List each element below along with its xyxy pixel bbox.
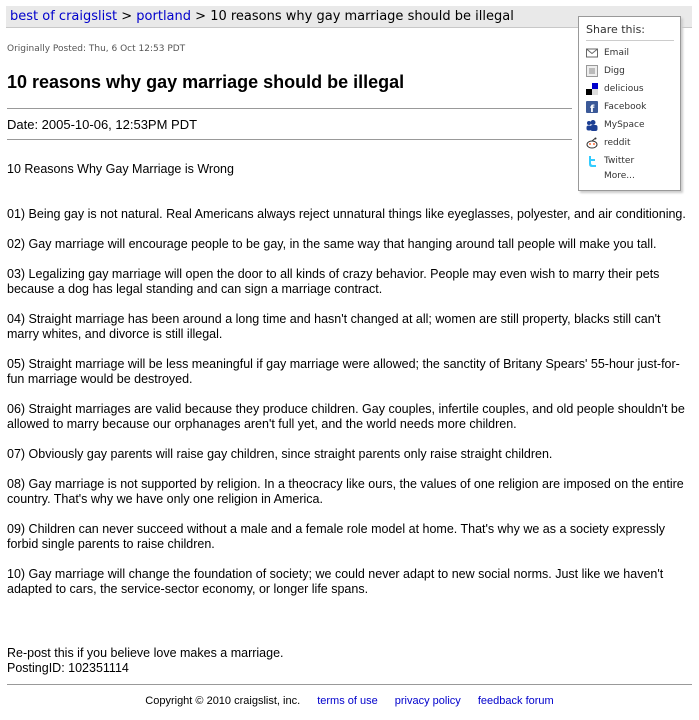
share-facebook[interactable] (586, 98, 674, 116)
reason-item: 01) Being gay is not natural. Real Americans always reject unnatural things like eyeglasses, polyester, and air conditioning. (7, 207, 686, 221)
breadcrumb-current: 10 reasons why gay marriage should be illegal (210, 9, 514, 24)
reason-item: 08) Gay marriage is not supported by religion. In a theocracy like ours, the values of one religion are imposed on the entire country. That's why we have only one religion in America. (7, 477, 684, 506)
repost-text: Re-post this if you believe love makes a marriage. (7, 646, 284, 660)
posting-id: PostingID: 102351114 (7, 661, 129, 675)
page-title: 10 reasons why gay marriage should be illegal (7, 72, 405, 92)
post-intro: 10 Reasons Why Gay Marriage is Wrong (7, 162, 234, 176)
repost-footer (7, 646, 284, 676)
divider (7, 108, 572, 109)
feedback-link[interactable]: feedback forum (477, 695, 554, 707)
reason-item: 04) Straight marriage has been around a long time and hasn't changed at all; women are still property, blacks still can't marry whites, and divorce is still illegal. (7, 312, 661, 341)
breadcrumb-separator: > (195, 9, 207, 24)
share-label: Facebook (604, 102, 647, 112)
share-box (578, 16, 681, 191)
copyright-text: Copyright © 2010 craigslist, inc. (145, 695, 301, 707)
share-label: Digg (604, 66, 625, 76)
share-digg[interactable] (586, 62, 674, 80)
share-delicious[interactable] (586, 80, 674, 98)
terms-link[interactable]: terms of use (317, 695, 378, 707)
share-label: delicious (604, 84, 644, 94)
best-of-link[interactable]: best of craigslist (10, 9, 118, 24)
divider (7, 684, 692, 685)
delicious-icon (586, 83, 598, 95)
city-link[interactable]: portland (136, 9, 192, 24)
footer (0, 695, 699, 707)
share-label: reddit (604, 138, 631, 148)
share-reddit[interactable] (586, 134, 674, 152)
twitter-icon (586, 155, 598, 167)
myspace-icon (586, 119, 598, 131)
post-body (7, 162, 689, 597)
share-label: Email (604, 48, 629, 58)
share-myspace[interactable] (586, 116, 674, 134)
reason-item: 03) Legalizing gay marriage will open the door to all kinds of crazy behavior. People may even wish to marry their pets because a dog has legal standing and can sign a marriage contract. (7, 267, 660, 296)
reason-item: 05) Straight marriage will be less meaningful if gay marriage were allowed; the sanctity of Britany Spears' 55-hour just-for-fun marriage would be destroyed. (7, 357, 680, 386)
breadcrumb-separator: > (121, 9, 133, 24)
share-label: Twitter (604, 156, 635, 166)
post-date: Date: 2005-10-06, 12:53PM PDT (7, 117, 198, 132)
reason-item: 07) Obviously gay parents will raise gay children, since straight parents only raise straight children. (7, 447, 553, 461)
svg-text:f: f (590, 104, 595, 113)
reason-item: 06) Straight marriages are valid because they produce children. Gay couples, infertile couples, and old people shouldn't be allowed to marry because our orphanages aren't full yet, and the world needs more children. (7, 402, 685, 431)
share-twitter[interactable] (586, 152, 674, 170)
privacy-link[interactable]: privacy policy (394, 695, 461, 707)
facebook-icon (586, 101, 598, 113)
reason-item: 02) Gay marriage will encourage people to be gay, in the same way that hanging around tall people will make you tall. (7, 237, 657, 251)
originally-posted: Originally Posted: Thu, 6 Oct 12:53 PDT (7, 44, 186, 54)
reason-item: 09) Children can never succeed without a male and a female role model at home. That's why we as a society expressly forbid single parents to raise children. (7, 522, 666, 551)
share-header: Share this: (586, 23, 674, 41)
share-more-link[interactable]: More... (604, 171, 635, 181)
email-icon (586, 47, 598, 59)
reason-item: 10) Gay marriage will change the foundation of society; we could never adapt to new social norms. Just like we haven't adapted to cars, the service-sector economy, or longer life spans. (7, 567, 664, 596)
share-email[interactable] (586, 44, 674, 62)
digg-icon (586, 65, 598, 77)
divider (7, 139, 572, 140)
share-label: MySpace (604, 120, 645, 130)
reddit-icon (586, 137, 598, 149)
